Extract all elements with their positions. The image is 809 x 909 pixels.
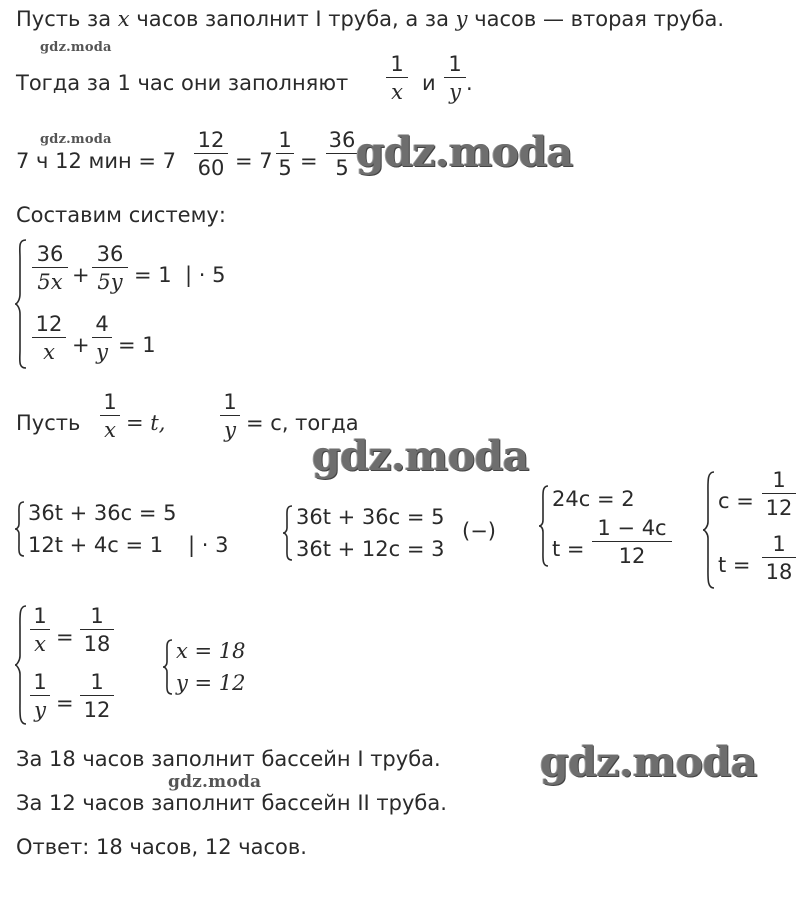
plus: + [72,263,90,287]
and-word: и [422,71,436,95]
fraction-1-18: 1 18 [762,532,796,584]
system-brace [162,638,174,696]
system3-row1: 36t + 36c = 5 [296,505,445,529]
fraction-1-18: 1 18 [80,604,114,656]
time-conversion-lhs: 7 ч 12 мин = 7 [16,149,177,173]
conclusion-pipe-1: За 18 часов заполнит бассейн I труба. [16,747,441,771]
system-brace [14,500,26,558]
system-brace [14,238,28,370]
text: часов заполнит I труба, а за [136,7,449,31]
t-result-lhs: t = [718,553,751,577]
fraction-12-60: 12 60 [194,128,228,180]
c-definition: = c, тогда [246,411,359,435]
system-brace [702,470,716,590]
watermark-large: gdz.moda [312,432,529,480]
t-definition: = t, [126,411,166,435]
substitution-text: Пусть [16,411,81,435]
answer-line: Ответ: 18 часов, 12 часов. [16,835,307,859]
x-result: x = 18 [176,639,246,663]
equals: = [56,691,74,715]
system3-row2: 36t + 12c = 3 [296,537,445,561]
fraction-1-over-x: 1 x [386,52,408,104]
watermark: gdz.moda [40,40,112,55]
y-result: y = 12 [176,671,246,695]
equals: = [300,149,318,173]
intro-line [16,6,724,32]
period: . [466,71,473,95]
fraction-1-over-y: 1 y [444,52,466,104]
fraction-1-12: 1 12 [762,468,796,520]
system-brace [282,504,294,562]
fraction-1-over-y: 1 y [30,670,50,722]
system4-row1: 24c = 2 [552,487,635,511]
text: Пусть за [16,7,112,31]
fraction-1-over-x: 1 x [30,604,50,656]
watermark-large: gdz.moda [356,128,573,176]
plus: + [72,333,90,357]
fraction-1-5: 1 5 [276,128,294,180]
equation-rest: = 1 [118,333,156,357]
system-brace [538,484,550,568]
fraction-1-minus-4c-over-12: 1 − 4c 12 [592,516,672,568]
equation-rest: = 1 | · 5 [134,263,226,287]
fraction-36-5x: 36 5x [32,242,68,294]
system4-row2-lhs: t = [552,537,585,561]
system-brace [14,604,28,726]
system2-row1: 36t + 36c = 5 [28,501,177,525]
watermark: gdz.moda [40,132,112,147]
fraction-1-over-x: 1 x [100,390,120,442]
fraction-12-x: 12 x [32,312,66,364]
rate-line-text: Тогда за 1 час они заполняют [16,71,349,95]
fraction-4-y: 4 y [92,312,112,364]
system2-row2: 12t + 4c = 1 [28,533,164,557]
watermark-large: gdz.moda [540,738,757,786]
var-x: x [117,7,130,31]
equals: = [56,625,74,649]
text: часов — вторая труба. [474,7,725,31]
equals-7: = 7 [235,149,273,173]
compose-system-text: Составим систему: [16,203,226,227]
watermark: gdz.moda [168,772,262,792]
fraction-36-5y: 36 5y [92,242,128,294]
fraction-1-12: 1 12 [80,670,114,722]
var-y: y [455,7,468,31]
subtract-operation: (−) [462,519,496,543]
fraction-36-5: 36 5 [326,128,358,180]
conclusion-pipe-2: За 12 часов заполнит бассейн II труба. [16,791,447,815]
c-result-lhs: c = [718,489,754,513]
fraction-1-over-y: 1 y [220,390,240,442]
multiplier: | · 3 [188,533,229,557]
